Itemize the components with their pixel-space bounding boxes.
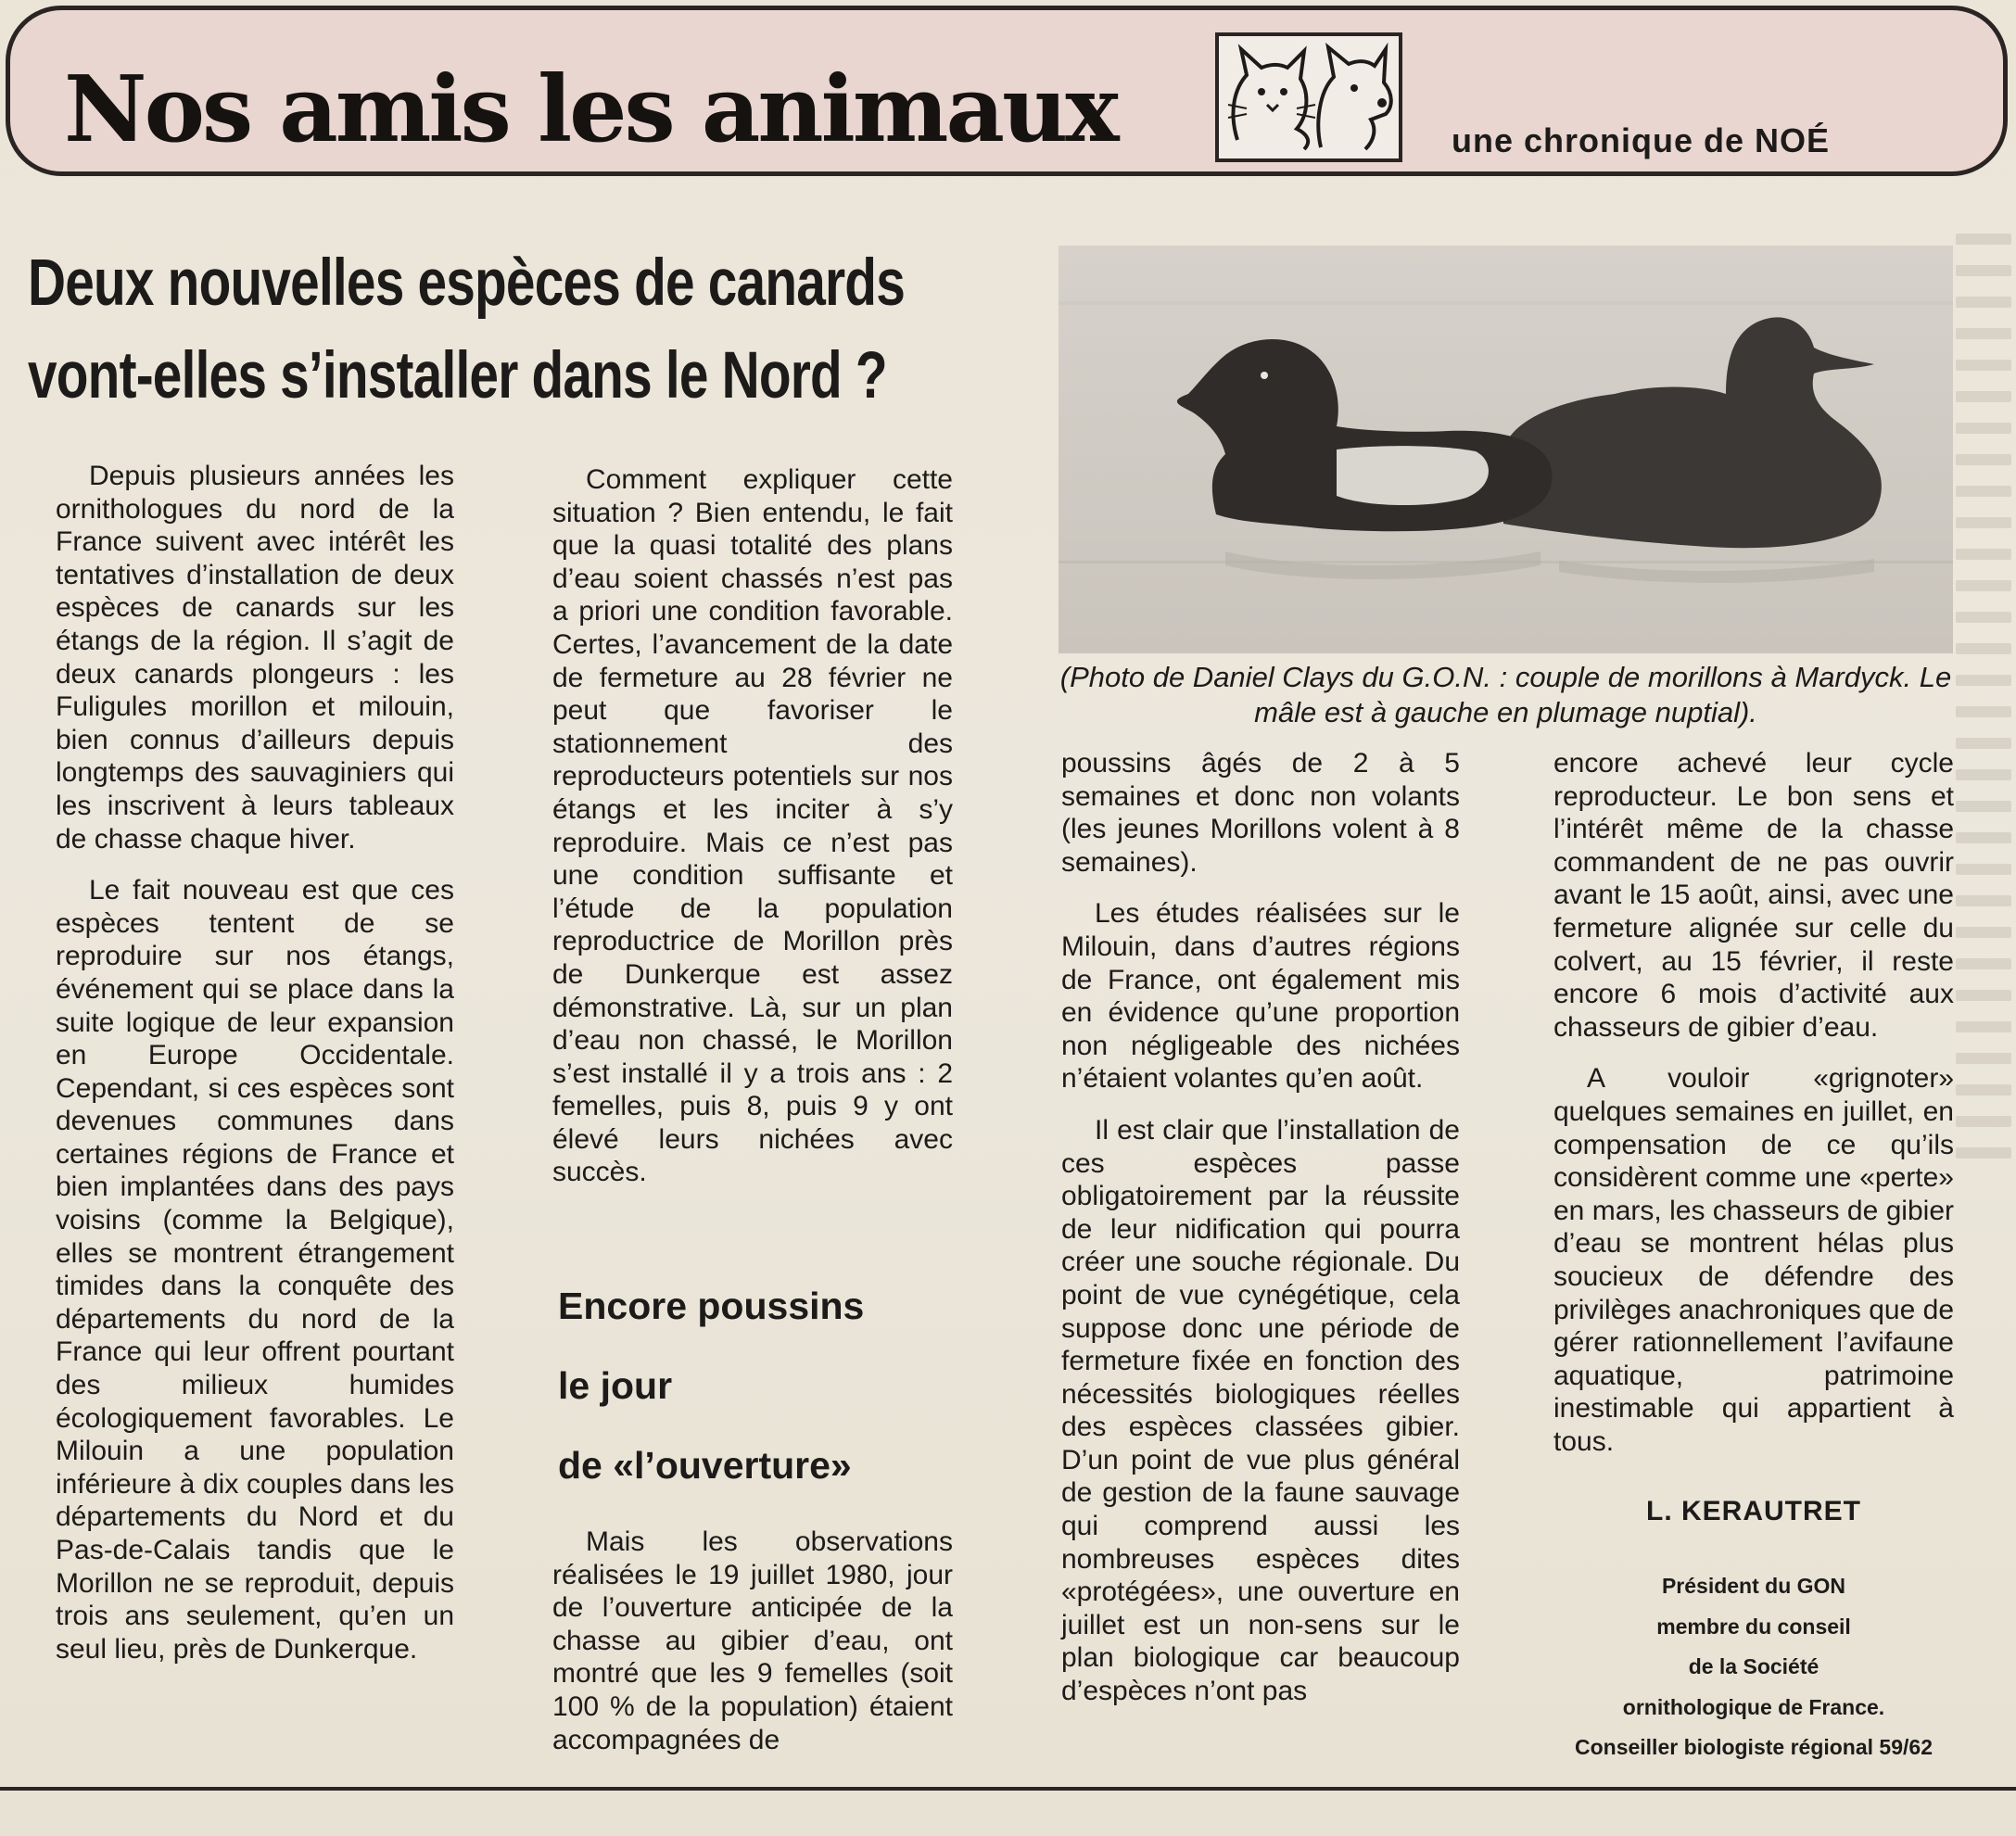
affiliation-line: Président du GON [1661, 1574, 1846, 1598]
author-signature: L. KERAUTRET [1646, 1496, 1861, 1526]
paragraph: Mais les observations réalisées le 19 juillet 1980, jour de l’ouverture anticipée de la chasse au gibier d’eau, ont montré que les 9 femelles (soit 100 % de la population) étaient accompagnées de [552, 1526, 953, 1755]
paragraph: Depuis plusieurs années les ornithologues du nord de la France suivent avec intérêt les tentatives d’installation de deux espèces de canards sur les étangs de la région. Il s’agit de deux canards plongeurs : les Fuligules morillon et milouin, bien connus d’ailleurs depuis longtemps des sauvaginiers qui les inscrivent à leurs tableaux de chasse chaque hiver. [56, 461, 454, 855]
article-column-1 [56, 460, 454, 1684]
paragraph: Les études réalisées sur le Milouin, dans d’autres régions de France, ont également mis en évidence qu’une proportion non négligeable des nichées n’étaient volantes qu’en août. [1061, 898, 1460, 1095]
subheading-line-2: le jour [558, 1364, 673, 1407]
duck-couple-photo [1059, 246, 1953, 653]
column-header-banner [6, 6, 2008, 176]
photo-caption: (Photo de Daniel Clays du G.O.N. : couple de morillons à Mardyck. Le mâle est à gauche en plumage nuptial). [1059, 661, 1952, 728]
paragraph: Comment expliquer cette situation ? Bien entendu, le fait que la quasi totalité des plans d’eau soient chassés n’est pas a priori une condition favorable. Certes, l’avancement de la date de fermeture au 28 février ne peut que favoriser le stationnement des reproducteurs potentiels sur nos étangs et les inciter à s’y reproduire. Mais ce n’est pas une condition suffisante et l’étude de la population reproductrice de Morillon près de Dunkerque est assez démonstrative. Là, sur un plan d’eau non chassé, le Morillon s’est installé il y a trois ans : 2 femelles, puis 8, puis 9 y ont élevé leurs nichées avec succès. [552, 464, 953, 1188]
paragraph: encore achevé leur cycle reproducteur. Le bon sens et l’intérêt même de la chasse commandent de ne pas ouvrir avant le 15 août, ainsi, avec une fermeture alignée sur celle du colvert, au 15 février, il reste encore 6 mois d’activité aux chasseurs de gibier d’eau. [1553, 748, 1954, 1043]
article-column-2-continued [552, 1526, 953, 1775]
article-headline [28, 237, 1014, 423]
bottom-divider [0, 1787, 2016, 1791]
column-byline: une chronique de NOÉ [1452, 121, 1831, 159]
paragraph: A vouloir «grignoter» quelques semaines en juillet, en compensation de ce qu’ils considèrent comme une «perte» en mars, les chasseurs de gibier d’eau se montrent hélas plus soucieux de défendre des privilèges anachroniques que de gérer rationnellement l’avifaune aquatique, patrimoine inestimable qui appartient à tous. [1553, 1063, 1954, 1457]
subheading-line-3: de «l’ouverture» [558, 1444, 852, 1487]
paragraph: poussins âgés de 2 à 5 semaines et donc non volants (les jeunes Morillons volent à 8 semaines). [1061, 748, 1460, 878]
affiliation-line: Conseiller biologiste régional 59/62 [1574, 1735, 1933, 1759]
article-column-4 [1553, 747, 1954, 1476]
subheading-line-1: Encore poussins [558, 1285, 865, 1327]
article-column-3 [1061, 747, 1460, 1727]
affiliation-line: ornithologique de France. [1622, 1694, 1885, 1719]
affiliation-line: de la Société [1688, 1654, 1819, 1678]
affiliation-line: membre du conseil [1656, 1614, 1851, 1639]
adjacent-column-fragment [1956, 213, 2011, 1770]
article-column-2 [552, 463, 953, 1208]
cat-and-dog-logo-icon [1215, 32, 1402, 162]
paragraph: Le fait nouveau est que ces espèces tentent de se reproduire sur nos étangs, événement qui se place dans la suite logique de leur expansion en Europe Occidentale. Cependant, si ces espèces sont devenues communes dans certaines régions de France et bien implantées dans des pays voisins (comme la Belgique), elles se montrent étrangement timides dans la conquête des départements du nord de la France qui leur offrent pourtant des milieux humides écologiquement favorables. Le Milouin a une population inférieure à dix couples dans les départements du Nord et du Pas-de-Calais tandis que le Morillon ne se reproduit, depuis trois ans seulement, qu’en un seul lieu, près de Dunkerque. [56, 875, 454, 1665]
section-subheading [558, 1266, 957, 1505]
author-affiliation [1553, 1566, 1954, 1768]
column-title: Nos amis les animaux [64, 57, 1117, 163]
paragraph: Il est clair que l’installation de ces espèces passe obligatoirement par la réussite de leur nidification qui pourra créer une souche régionale. Du point de vue cynégétique, cela suppose donc une période de fermeture fixée en fonction des nécessités biologiques réelles des espèces classées gibier. D’un point de vue plus général de gestion de la faune sauvage qui comprend aussi les nombreuses espèces dites «protégées», une ouverture en juillet est un non-sens sur le plan biologique car beaucoup d’espèces n’ont pas [1061, 1114, 1460, 1707]
headline-line-1: Deux nouvelles espèces de canards [28, 247, 905, 320]
headline-line-2: vont-elles s’installer dans le Nord ? [28, 339, 887, 412]
